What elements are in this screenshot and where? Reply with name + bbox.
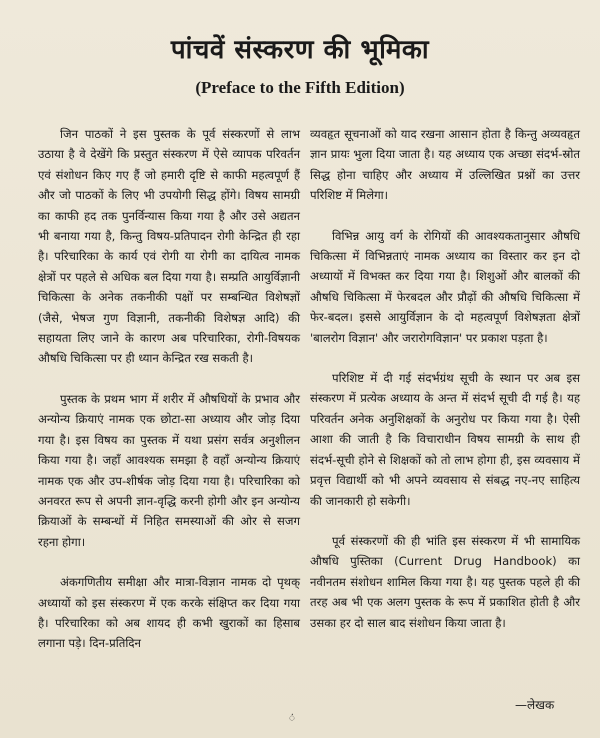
- paragraph: अंकगणितीय समीक्षा और मात्रा-विज्ञान नामक दो पृथक् अध्यायों को इस संस्करण में एक करके संक्षिप्त कर दिया गया है। परिचारिका को अब शायद ही कभी खुराकों का हिसाब लगाना पड़े। दिन-प्रतिदिन: [38, 575, 300, 651]
- paragraph: व्यवहृत सूचनाओं को याद रखना आसान होता है किन्तु अव्यवहृत ज्ञान प्रायः भुला दिया जाता है। यह अध्याय एक अच्छा संदर्भ-स्रोत सिद्ध होना चाहिए और अध्याय में उल्लिखित प्रश्नों का उत्तर परिशिष्ट में मिलेगा।: [310, 127, 580, 203]
- paragraph: जिन पाठकों ने इस पुस्तक के पूर्व संस्करणों से लाभ उठाया है वे देखेंगे कि प्रस्तुत संस्करण में ऐसे व्यापक परिवर्तन एवं संशोधन किए गए हैं जो हमारी दृष्टि से काफी महत्वपूर्ण हैं और जो पाठकों के लिए भी उपयोगी सिद्ध होंगे। विषय सामग्री का काफी हद तक पुनर्विन्यास किया गया है और उसे अद्यतन भी बनाया गया है, किन्तु विषय-प्रतिपादन रोगी केन्द्रित ही रहा है। परिचारिका के कार्य एवं रोगी या रोगी का दायित्व नामक क्षेत्रों पर पहले से अधिक बल दिया गया है। सम्प्रति आयुर्विज्ञानी चिकित्सा के अनेक तकनीकी पक्षों पर सम्बन्धित विशेषज्ञों (जैसे, भेषज गुण विज्ञानी, तकनीकी विशेषज्ञ आदि) की सहायता लिए जाने के कारण अब परिचारिका, रोगी-विषयक औषधि चिकित्सा पर ही ध्यान केन्द्रित रख सकती है।: [38, 127, 300, 366]
- left-column: [38, 124, 300, 674]
- author-signature: —लेखक: [515, 698, 555, 712]
- paragraph: परिशिष्ट में दी गई संदर्भग्रंथ सूची के स्थान पर अब इस संस्करण में प्रत्येक अध्याय के अन्त में संदर्भ सूची दी गई है। यह परिवर्तन अनेक अनुशिक्षकों के अनुरोध पर किया गया है। ऐसी आशा की जाती है कि विचाराधीन विषय सामग्री के साथ ही संदर्भ-सूची होने से शिक्षकों को तो लाभ होगा ही, इस व्यवसाय में प्रवृत्त विद्यार्थी को भी अपने व्यवसाय से संबद्ध नए-नए साहित्य की जानकारी हो सकेगी।: [310, 371, 580, 508]
- page-subtitle: (Preface to the Fifth Edition): [195, 78, 405, 97]
- page-title: पांचवें संस्करण की भूमिका: [170, 35, 430, 65]
- paragraph: पूर्व संस्करणों की ही भांति इस संस्करण में भी सामायिक औषधि पुस्तिका (Current Drug Handbook) का नवीनतम संशोधन शामिल किया गया है। यह पुस्तक पहले ही की तरह अब भी एक अलग पुस्तक के रूप में प्रकाशित होती है और उसका हर दो साल बाद संशोधन किया जाता है।: [310, 533, 580, 630]
- right-column: [310, 124, 580, 653]
- paragraph: विभिन्न आयु वर्ग के रोगियों की आवश्यकतानुसार औषधि चिकित्सा में विभिन्नताएं नामक अध्याय का विस्तार कर इन दो अध्यायों में विभक्त कर दिया गया है। शिशुओं और बालकों की औषधि चिकित्सा में फेरबदल और प्रौढ़ों की औषधि चिकित्सा में फेर-बदल। इससे आयुर्विज्ञान के दो महत्वपूर्ण विशेषज्ञता क्षेत्रों 'बालरोग विज्ञान' और जरारोगविज्ञान' पर प्रकाश पड़ता है।: [310, 228, 580, 345]
- paragraph: पुस्तक के प्रथम भाग में शरीर में औषधियों के प्रभाव और अन्योन्य क्रियाएं नामक एक छोटा-सा अध्याय और जोड़ दिया गया है। इस विषय का पुस्तक में यथा प्रसंग सर्वत्र अनुशीलन किया गया है। जहाँ आवश्यक समझा है वहाँ अन्योन्य क्रियाएं नामक एक और उप-शीर्षक जोड़ दिया गया है। परिचारिका को अनवरत रूप से अपनी ज्ञान-वृद्धि करनी होगी और इन अन्योन्य क्रियाओं के सम्बन्धों में निहित समस्याओं की ओर से सजग रहना होगा।: [38, 391, 300, 549]
- page-number: ं: [289, 713, 295, 724]
